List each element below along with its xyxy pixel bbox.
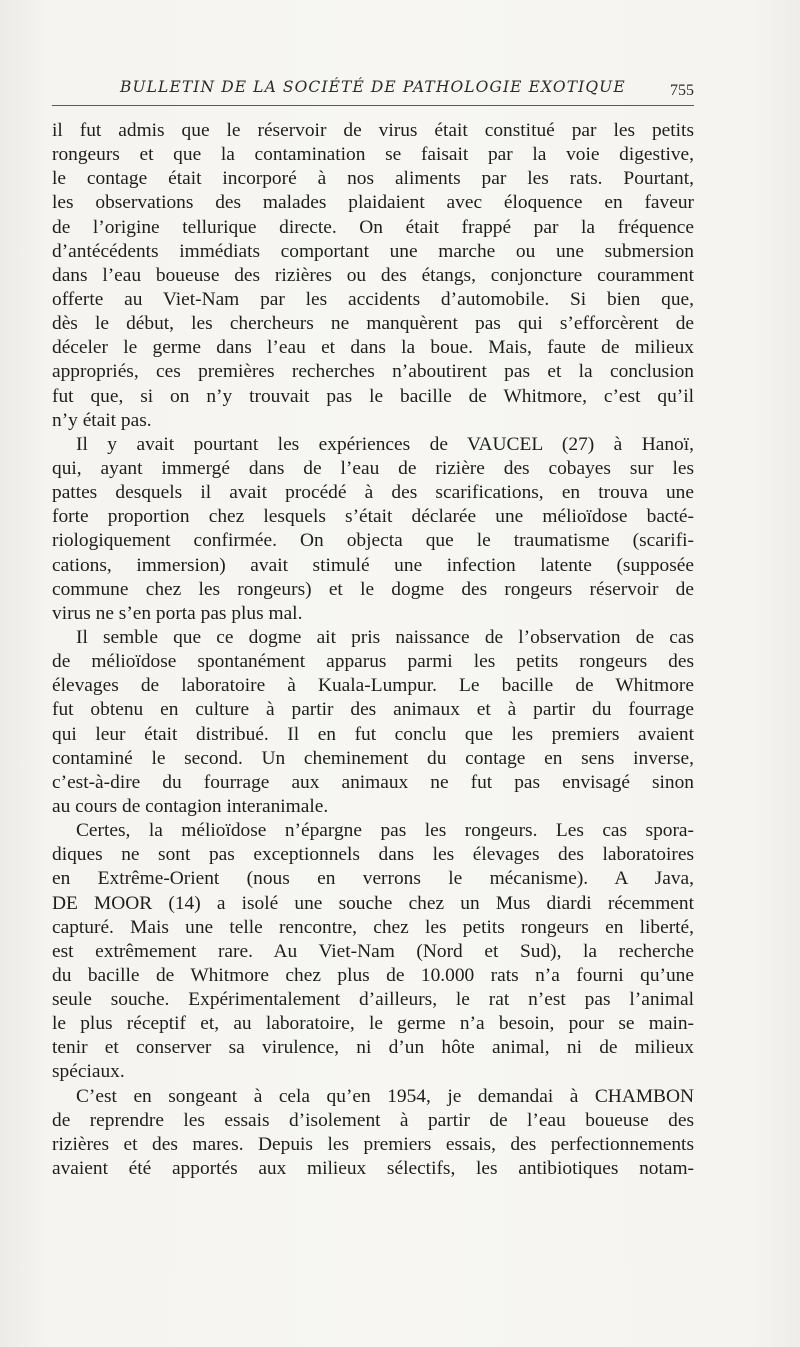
text-line: il fut admis que le réservoir de virus était constitué par les petits xyxy=(52,120,694,141)
body-text xyxy=(52,119,694,1181)
text-line: Il y avait pourtant les expériences de VAUCEL (27) à Hanoï, xyxy=(76,433,694,455)
text-line: forte proportion chez lesquels s’était déclarée une mélioïdose bacté- xyxy=(52,506,694,528)
text-line: appropriés, ces premières recherches n’aboutirent pas et la conclusion xyxy=(52,361,694,383)
text-line: tenir et conserver sa virulence, ni d’un hôte animal, ni de milieux xyxy=(52,1037,694,1059)
text-line: seule souche. Expérimentalement d’ailleurs, le rat n’est pas l’animal xyxy=(52,989,694,1011)
text-line: rongeurs et que la contamination se faisait par la voie digestive, xyxy=(52,144,694,166)
text-line: les observations des malades plaidaient avec éloquence en faveur xyxy=(52,192,694,214)
text-line: C’est en songeant à cela qu’en 1954, je demandai à CHAMBON xyxy=(76,1085,694,1107)
text-line: c’est-à-dire du fourrage aux animaux ne fut pas envisagé sinon xyxy=(52,771,694,793)
text-line: rizières et des mares. Depuis les premiers essais, des perfectionnements xyxy=(52,1133,694,1155)
text-line: pattes desquels il avait procédé à des scarifications, en trouva une xyxy=(52,482,694,504)
text-line: contaminé le second. Un cheminement du contage en sens inverse, xyxy=(52,747,694,769)
text-line: virus ne s’en porta pas plus mal. xyxy=(52,602,303,624)
page-number: 755 xyxy=(670,82,694,99)
text-line: offerte au Viet-Nam par les accidents d’automobile. Si bien que, xyxy=(52,288,694,310)
text-line: de reprendre les essais d’isolement à partir de l’eau boueuse des xyxy=(52,1109,694,1131)
page-header xyxy=(52,78,694,106)
text-line: le contage était incorporé à nos aliments par les rats. Pourtant, xyxy=(52,168,694,190)
running-title: BULLETIN DE LA SOCIÉTÉ DE PATHOLOGIE EXOTIQUE xyxy=(120,78,626,96)
text-line: en Extrême-Orient (nous en verrons le mécanisme). A Java, xyxy=(52,868,694,890)
text-line: le plus réceptif et, au laboratoire, le germe n’a besoin, pour se main- xyxy=(52,1013,694,1035)
text-line: cations, immersion) avait stimulé une infection latente (supposée xyxy=(52,554,694,576)
text-line: est extrêmement rare. Au Viet-Nam (Nord et Sud), la recherche xyxy=(52,940,694,962)
text-line: commune chez les rongeurs) et le dogme des rongeurs réservoir de xyxy=(52,578,694,600)
header-rule xyxy=(52,105,694,106)
text-line: Certes, la mélioïdose n’épargne pas les rongeurs. Les cas spora- xyxy=(76,820,694,842)
text-line: de mélioïdose spontanément apparus parmi les petits rongeurs des xyxy=(52,651,694,673)
text-line: fut obtenu en culture à partir des animaux et à partir du fourrage xyxy=(52,699,694,721)
text-line: DE MOOR (14) a isolé une souche chez un Mus diardi récemment xyxy=(52,892,694,914)
text-line: n’y était pas. xyxy=(52,409,152,431)
text-line: déceler le germe dans l’eau et dans la boue. Mais, faute de milieux xyxy=(52,337,694,359)
text-line: fut que, si on n’y trouvait pas le bacille de Whitmore, c’est qu’il xyxy=(52,385,694,407)
text-line: dans l’eau boueuse des rizières ou des étangs, conjoncture couramment xyxy=(52,264,694,286)
text-line: riologiquement confirmée. On objecta que le traumatisme (scarifi- xyxy=(52,530,694,552)
text-line: élevages de laboratoire à Kuala-Lumpur. Le bacille de Whitmore xyxy=(52,675,694,697)
text-line: de l’origine tellurique directe. On était frappé par la fréquence xyxy=(52,216,694,238)
text-line: spéciaux. xyxy=(52,1061,125,1083)
text-line: du bacille de Whitmore chez plus de 10.000 rats n’a fourni qu’une xyxy=(52,964,694,986)
text-line: qui, ayant immergé dans de l’eau de rizière des cobayes sur les xyxy=(52,457,694,479)
text-line: au cours de contagion interanimale. xyxy=(52,795,329,817)
text-line: capturé. Mais une telle rencontre, chez les petits rongeurs en liberté, xyxy=(52,916,694,938)
text-line: diques ne sont pas exceptionnels dans les élevages des laboratoires xyxy=(52,844,694,866)
text-line: qui leur était distribué. Il en fut conclu que les premiers avaient xyxy=(52,723,694,745)
text-line: d’antécédents immédiats comportant une marche ou une submersion xyxy=(52,240,694,262)
text-line: Il semble que ce dogme ait pris naissance de l’observation de cas xyxy=(76,626,694,648)
text-line: avaient été apportés aux milieux sélectifs, les antibiotiques notam- xyxy=(52,1158,694,1180)
text-line: dès le début, les chercheurs ne manquèrent pas qui s’efforcèrent de xyxy=(52,313,694,335)
